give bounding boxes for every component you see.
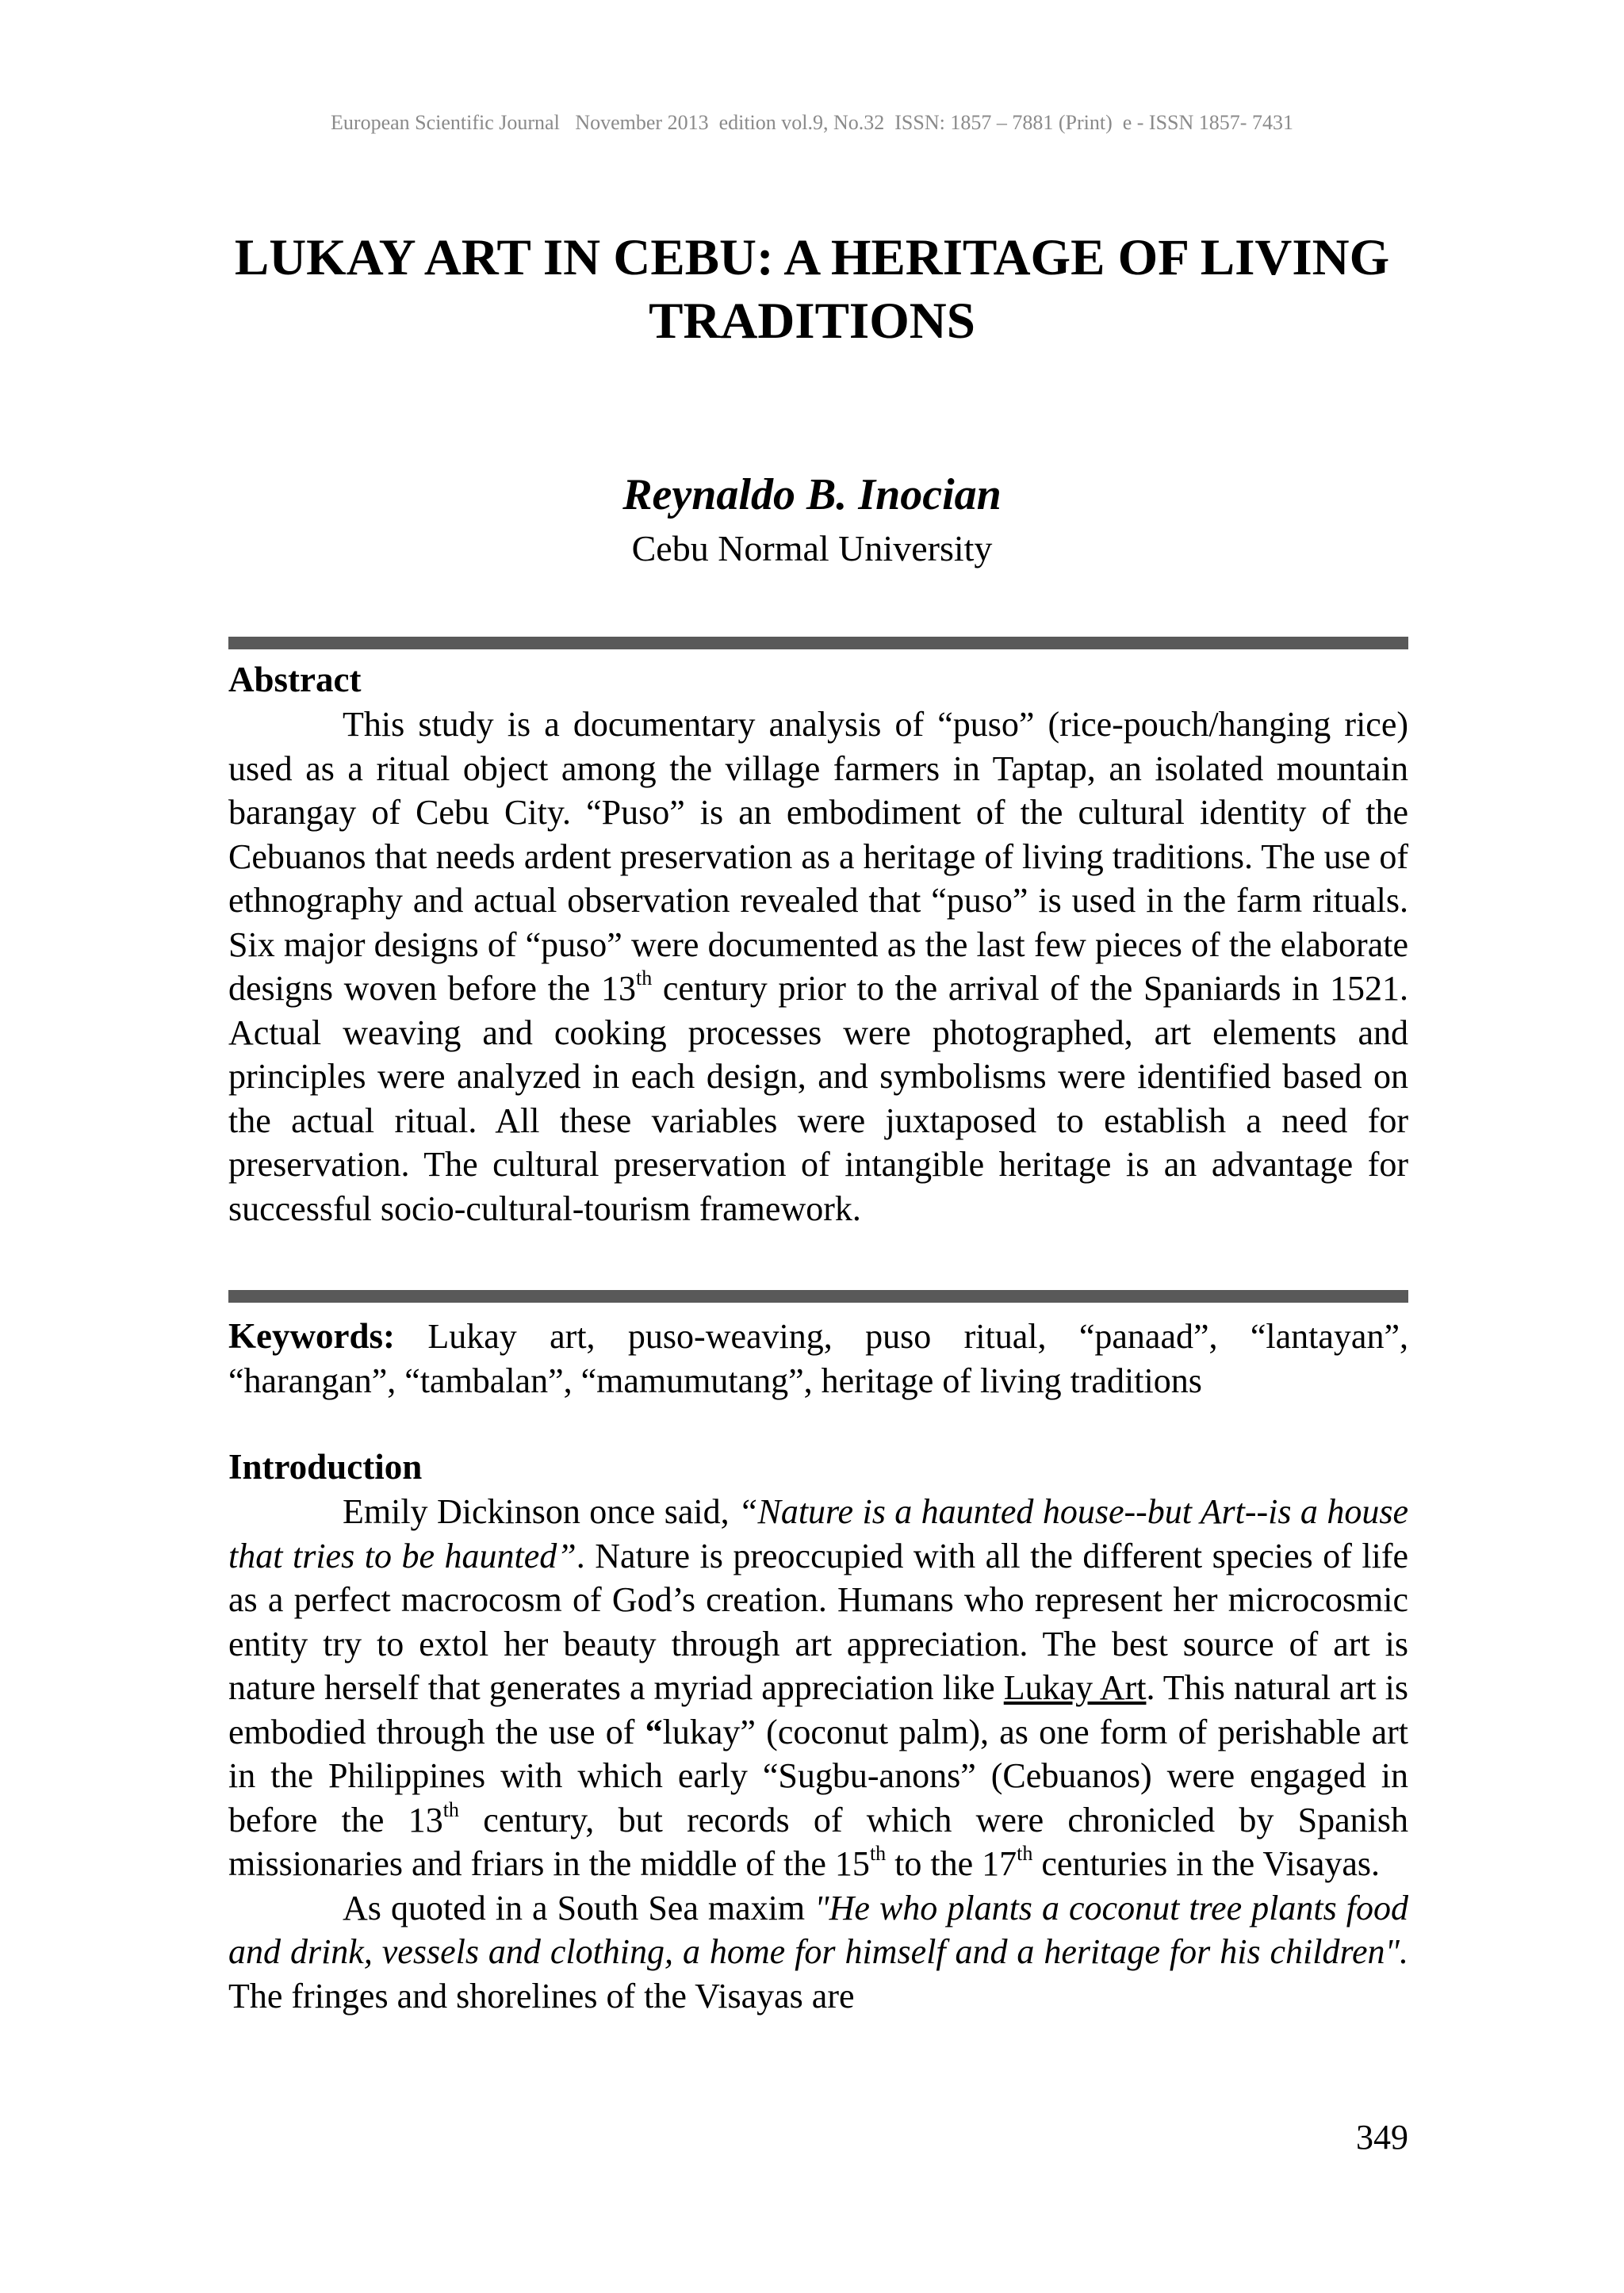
introduction-body [228,1490,1408,2018]
author-name: Reynaldo B. Inocian [622,470,1002,519]
page-number: 349 [1356,2118,1408,2157]
running-header: European Scientific Journal November 2013 edition vol.9, No.32 ISSN: 1857 – 7881 (Print) e - ISSN 1857- 7431 [331,111,1293,134]
lukay-art-link[interactable]: Lukay Art [1003,1668,1147,1707]
keywords-list: Lukay art, puso-weaving, puso ritual, “panaad”, “lantayan”, “harangan”, “tambalan”, “mamumutang”, heritage of living traditions [228,1317,1408,1400]
keywords [228,1315,1408,1403]
keywords-label: Keywords: [228,1316,395,1356]
abstract-heading: Abstract [228,660,362,699]
abstract-body [228,702,1408,1231]
abstract-paragraph: This study is a documentary analysis of “puso” (rice-pouch/hanging rice) used as a ritual object among the village farmers in Taptap, an isolated mountain barangay of Cebu City. “Puso” is an embodiment of the cultural identity of the Cebuanos that needs ardent preservation as a heritage of living traditions. The use of ethnography and actual observation revealed that “puso” is used in the farm rituals. Six major designs of “puso” were documented as the last few pieces of the elaborate designs woven before the 13th century prior to the arrival of the Spaniards in 1521. Actual weaving and cooking processes were photographed, art elements and principles were analyzed in each design, and symbolisms were identified based on the actual ritual. All these variables were juxtaposed to establish a need for preservation. The cultural preservation of intangible heritage is an advantage for successful socio-cultural-tourism framework. [228,705,1409,1228]
title-line-2: TRADITIONS [649,293,975,350]
introduction-heading: Introduction [228,1447,423,1487]
introduction-paragraph-1: Emily Dickinson once said, “Nature is a haunted house--but Art--is a house that tries to be haunted”. Nature is preoccupied with all the different species of life as a perfect macrocosm of God’s creation. Humans who represent her microcosmic entity try to extol her beauty through art appreciation. The best source of art is nature herself that generates a myriad appreciation like Lukay Art. This natural art is embodied through the use of “lukay” (coconut palm), as one form of perishable art in the Philippines with which early “Sugbu-anons” (Cebuanos) were engaged in before the 13th century, but records of which were chronicled by Spanish missionaries and friars in the middle of the 15th to the 17th centuries in the Visayas. [228,1492,1409,1883]
paper-title [0,226,1624,353]
top-divider [228,637,1408,649]
introduction-paragraph-2: As quoted in a South Sea maxim "He who plants a coconut tree plants food and drink, vessels and clothing, a home for himself and a heritage for his children". The fringes and shorelines of the Visayas are [228,1888,1408,2015]
author-affiliation: Cebu Normal University [631,528,993,568]
bottom-divider [228,1290,1408,1303]
title-line-1: LUKAY ART IN CEBU: A HERITAGE OF LIVING [234,229,1390,286]
